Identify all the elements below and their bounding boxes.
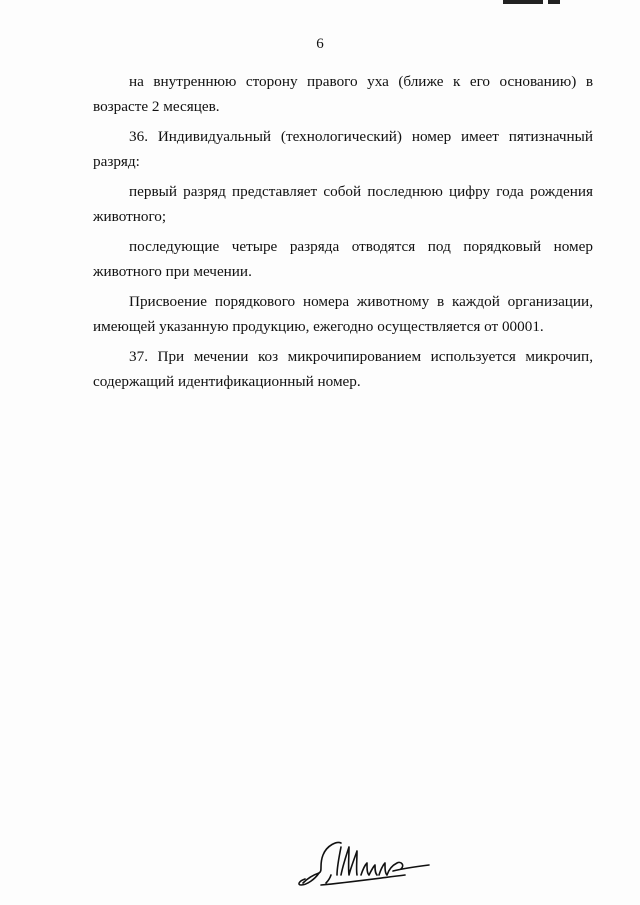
paragraph-numbering: Присвоение порядкового номера животному в каждой организации, имеющей указанную продукцию, ежегодно осуществляется от 00001. [93,293,593,335]
paragraph-item-36: 36. Индивидуальный (технологический) номер имеет пятизначный разряд: [93,128,593,170]
scan-edge-mark [548,0,560,4]
paragraph-next-four-digits: последующие четыре разряда отводятся под порядковый номер животного при мечении. [93,238,593,280]
paragraph-continuation: на внутреннюю сторону правого уха (ближе к его основанию) в возрасте 2 месяцев. [93,73,593,115]
handwritten-signature [293,835,443,895]
paragraph-first-digit: первый разряд представляет собой последнюю цифру года рождения животного; [93,183,593,225]
document-body [93,70,593,400]
scan-edge-mark [503,0,543,4]
page-number: 6 [316,36,324,52]
paragraph-item-37: 37. При мечении коз микрочипированием используется микрочип, содержащий идентификационный номер. [93,348,593,390]
